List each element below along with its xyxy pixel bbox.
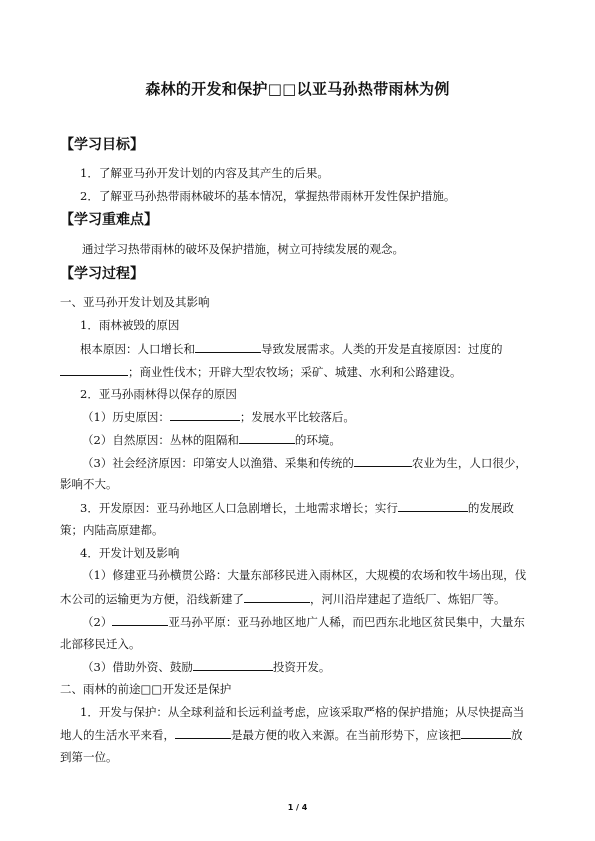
part2-text-a: 地人的生活水平来看， [60,728,175,742]
fill-blank[interactable] [354,455,412,467]
plan-2-line [82,614,525,629]
fill-blank[interactable] [195,341,261,353]
development-reason-text-a: 3．开发原因：亚马孙地区人口急剧增长，土地需求增长；实行 [80,501,398,515]
natural-reason-line [82,432,341,447]
fill-blank[interactable] [170,409,240,421]
part2-title: 二、雨林的前途□□开发还是保护 [60,682,232,696]
part1-subheading-1: 1．雨林被毁的原因 [80,318,180,332]
plan-3-line [82,659,330,674]
goal-1: 1．了解亚马孙开发计划的内容及其产生的后果。 [80,166,329,180]
historical-reason-line [82,409,355,424]
fill-blank[interactable] [112,614,168,626]
fill-blank[interactable] [193,659,273,671]
social-reason-text-b: 农业为生，人口很少， [411,456,527,470]
fill-blank[interactable] [239,432,295,444]
part2-line-1: 1．开发与保护：从全球利益和长远利益考虑，应该采取严格的保护措施；从尽快提高当 [80,705,525,719]
root-cause-line [80,341,503,356]
root-cause-text-c: ；商业性伐木；开辟大型农牧场；采矿、城建、水利和公路建设。 [128,365,462,379]
plan-3-text-a: （3）借助外资、鼓励 [82,660,193,674]
fill-blank[interactable] [398,500,468,512]
social-reason-text-a: （3）社会经济原因：印第安人以渔猎、采集和传统的 [82,456,354,470]
historical-reason-text-a: （1）历史原因： [82,410,170,424]
section-heading-goals: 【学习目标】 [60,137,144,153]
fill-blank[interactable] [244,591,310,603]
fill-blank[interactable] [175,727,231,739]
fill-blank[interactable] [60,364,128,376]
natural-reason-text-b: 的环境。 [294,433,341,447]
plan-2-text-a: （2） [82,615,113,629]
plan-2-text-b: 亚马孙平原：亚马孙地区地广人稀，而巴西东北地区贫民集中，大量东 [168,615,525,629]
root-cause-text-a: 根本原因：人口增长和 [80,342,195,356]
part2-line-3: 到第一位。 [60,750,118,764]
part1-subheading-4: 4．开发计划及影响 [80,546,180,560]
part2-text-b: 是最方便的收入来源。在当前形势下，应该把 [231,728,461,742]
plan-1-text-b: 木公司的运输更为方便，沿线新建了 [60,592,244,606]
plan-1-line-2 [60,591,506,606]
plan-1-line: （1）修建亚马孙横贯公路：大量东部移民进入雨林区，大规模的农场和牧牛场出现，伐 [82,568,527,582]
goal-2: 2．了解亚马孙热带雨林破坏的基本情况，掌握热带雨林开发性保护措施。 [80,189,456,203]
root-cause-text-b: 导致发展需求。人类的开发是直接原因：过度的 [261,342,503,356]
natural-reason-text-a: （2）自然原因：丛林的阻隔和 [82,433,239,447]
part2-text-c: 放 [511,728,523,742]
development-reason-line [80,500,514,515]
section-heading-process: 【学习过程】 [60,266,144,282]
part1-subheading-2: 2．亚马孙雨林得以保存的原因 [80,387,237,401]
page-number: 1 / 4 [287,803,308,812]
development-reason-text-b: 的发展政 [467,501,514,515]
root-cause-line-2 [60,364,462,379]
development-reason-line-2: 策；内陆高原建都。 [60,523,164,537]
part1-title: 一、亚马孙开发计划及其影响 [60,295,210,309]
part2-line-2 [60,727,523,742]
social-reason-line-2: 影响不大。 [60,477,118,491]
plan-3-text-b: 投资开发。 [272,660,331,674]
plan-1-text-c: ，河川沿岸建起了造纸厂、炼铝厂等。 [310,592,506,606]
document-title: 森林的开发和保护□□以亚马孙热带雨林为例 [145,80,450,98]
historical-reason-text-b: ；发展水平比较落后。 [239,410,355,424]
fill-blank[interactable] [461,727,511,739]
social-reason-line [82,455,527,470]
plan-2-line-2: 北部移民迁入。 [60,637,141,651]
section-heading-key-points: 【学习重难点】 [60,212,158,228]
key-points-text: 通过学习热带雨林的破坏及保护措施，树立可持续发展的观念。 [82,242,404,256]
